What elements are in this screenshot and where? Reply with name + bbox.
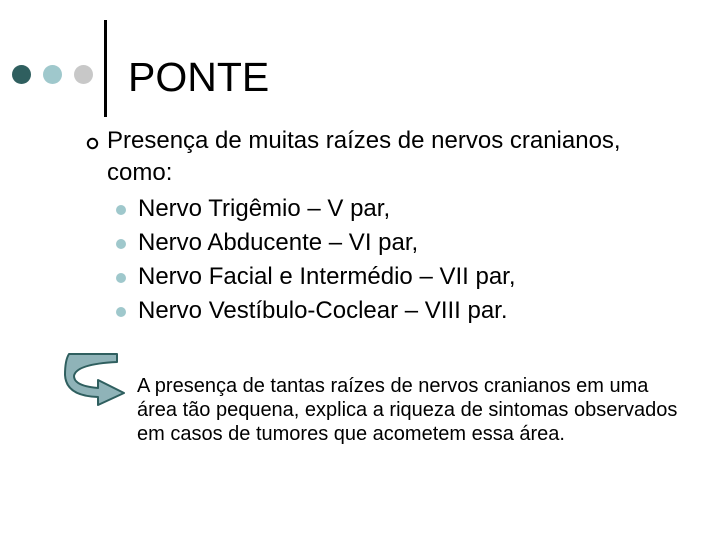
dot-bullet-icon xyxy=(116,273,126,283)
ring-bullet-icon xyxy=(86,137,99,150)
title-dot-dark xyxy=(12,65,31,84)
nerve-list-item xyxy=(116,192,516,226)
nerve-list-label: Nervo Vestíbulo-Coclear – VIII par. xyxy=(138,297,508,324)
title-dot-light xyxy=(43,65,62,84)
dot-bullet-icon xyxy=(116,239,126,249)
nerve-list-label: Nervo Abducente – VI par, xyxy=(138,229,419,256)
slide-title: PONTE xyxy=(128,54,270,100)
nerve-list xyxy=(116,192,516,328)
nerve-list-item xyxy=(116,294,516,328)
title-divider xyxy=(104,20,107,117)
main-point: Presença de muitas raízes de nervos cranianos, como: xyxy=(107,127,621,186)
dot-bullet-icon xyxy=(116,205,126,215)
nerve-list-item xyxy=(116,226,516,260)
curved-arrow-icon xyxy=(62,352,126,406)
summary-note: A presença de tantas raízes de nervos cranianos em uma área tão pequena, explica a riqueza de sintomas observados em casos de tumores que acometem essa área. xyxy=(137,375,678,445)
nerve-list-item xyxy=(116,260,516,294)
nerve-list-label: Nervo Facial e Intermédio – VII par, xyxy=(138,263,516,290)
nerve-list-label: Nervo Trigêmio – V par, xyxy=(138,195,391,222)
dot-bullet-icon xyxy=(116,307,126,317)
title-dot-gray xyxy=(74,65,93,84)
